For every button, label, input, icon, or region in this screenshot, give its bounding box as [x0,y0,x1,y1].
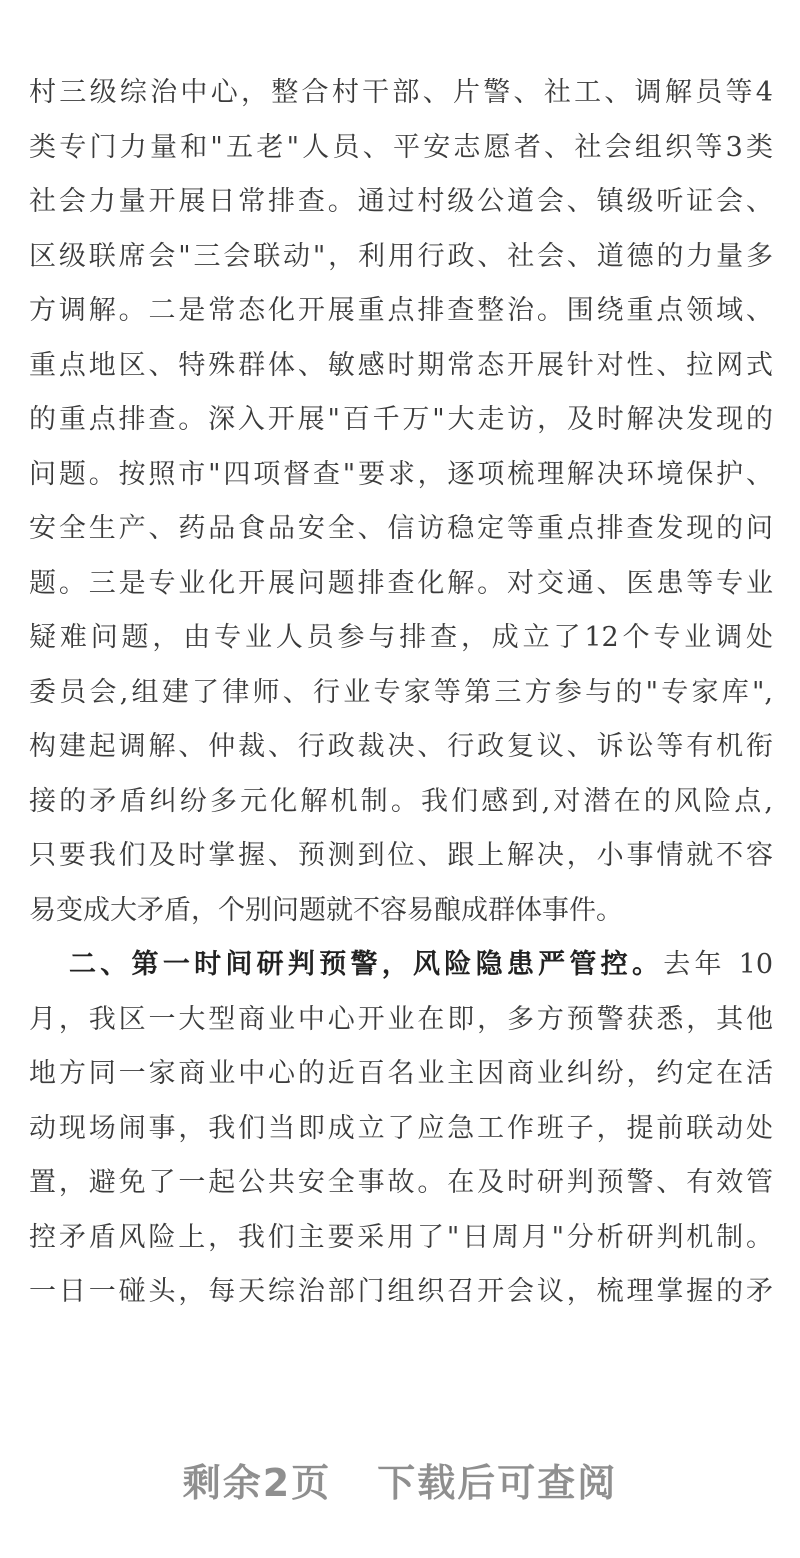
text-line: 易变成大矛盾，个别问题就不容易酿成群体事件。 [29,894,623,926]
text-line: 动现场闹事，我们当即成立了应急工作班子，提前联动处 [29,1112,773,1144]
text-line: 村三级综治中心，整合村干部、片警、社工、调解员等4 [29,77,773,108]
text-line: 接的矛盾纠纷多元化解机制。我们感到,对潜在的风险点, [29,785,773,817]
text-line: 置，避免了一起公共安全事故。在及时研判预警、有效管 [29,1167,773,1198]
text-line: 题。三是专业化开展问题排查化解。对交通、医患等专业 [29,567,773,599]
text-line: 只要我们及时掌握、预测到位、跟上解决，小事情就不容 [29,840,773,871]
document-body [29,66,773,1320]
download-prompt-banner[interactable] [0,1452,800,1507]
download-to-view-label: 下载后可查阅 [377,1461,618,1505]
text-line: 委员会,组建了律师、行业专家等第三方参与的"专家库", [29,676,773,708]
text-line: 安全生产、药品食品安全、信访稳定等重点排查发现的问 [29,513,773,544]
text-line: 控矛盾风险上，我们主要采用了"日周月"分析研判机制。 [29,1221,773,1253]
text-line: 的重点排查。深入开展"百千万"大走访，及时解决发现的 [29,404,773,435]
section-heading-tail: 去年 10 [663,949,773,980]
text-line: 方调解。二是常态化开展重点排查整治。围绕重点领域、 [29,295,773,326]
text-line: 问题。按照市"四项督查"要求，逐项梳理解决环境保护、 [29,458,773,490]
section-heading-line [29,938,773,993]
text-line: 月，我区一大型商业中心开业在即，多方预警获悉，其他 [29,1003,773,1035]
text-line: 一日一碰头，每天综治部门组织召开会议，梳理掌握的矛 [29,1276,773,1307]
text-line: 区级联席会"三会联动"，利用行政、社会、道德的力量多 [29,240,773,272]
text-line: 构建起调解、仲裁、行政裁决、行政复议、诉讼等有机衔 [29,731,773,762]
text-line: 地方同一家商业中心的近百名业主因商业纠纷，约定在活 [29,1058,773,1089]
remaining-pages-label: 剩余2页 [182,1461,332,1505]
text-line: 疑难问题，由专业人员参与排查，成立了12个专业调处 [29,622,773,653]
text-line: 社会力量开展日常排查。通过村级公道会、镇级听证会、 [29,186,773,217]
text-line: 重点地区、特殊群体、敏感时期常态开展针对性、拉网式 [29,349,773,381]
section-heading: 二、第一时间研判预警，风险隐患严管控。 [69,949,664,980]
text-line: 类专门力量和"五老"人员、平安志愿者、社会组织等3类 [29,131,773,163]
